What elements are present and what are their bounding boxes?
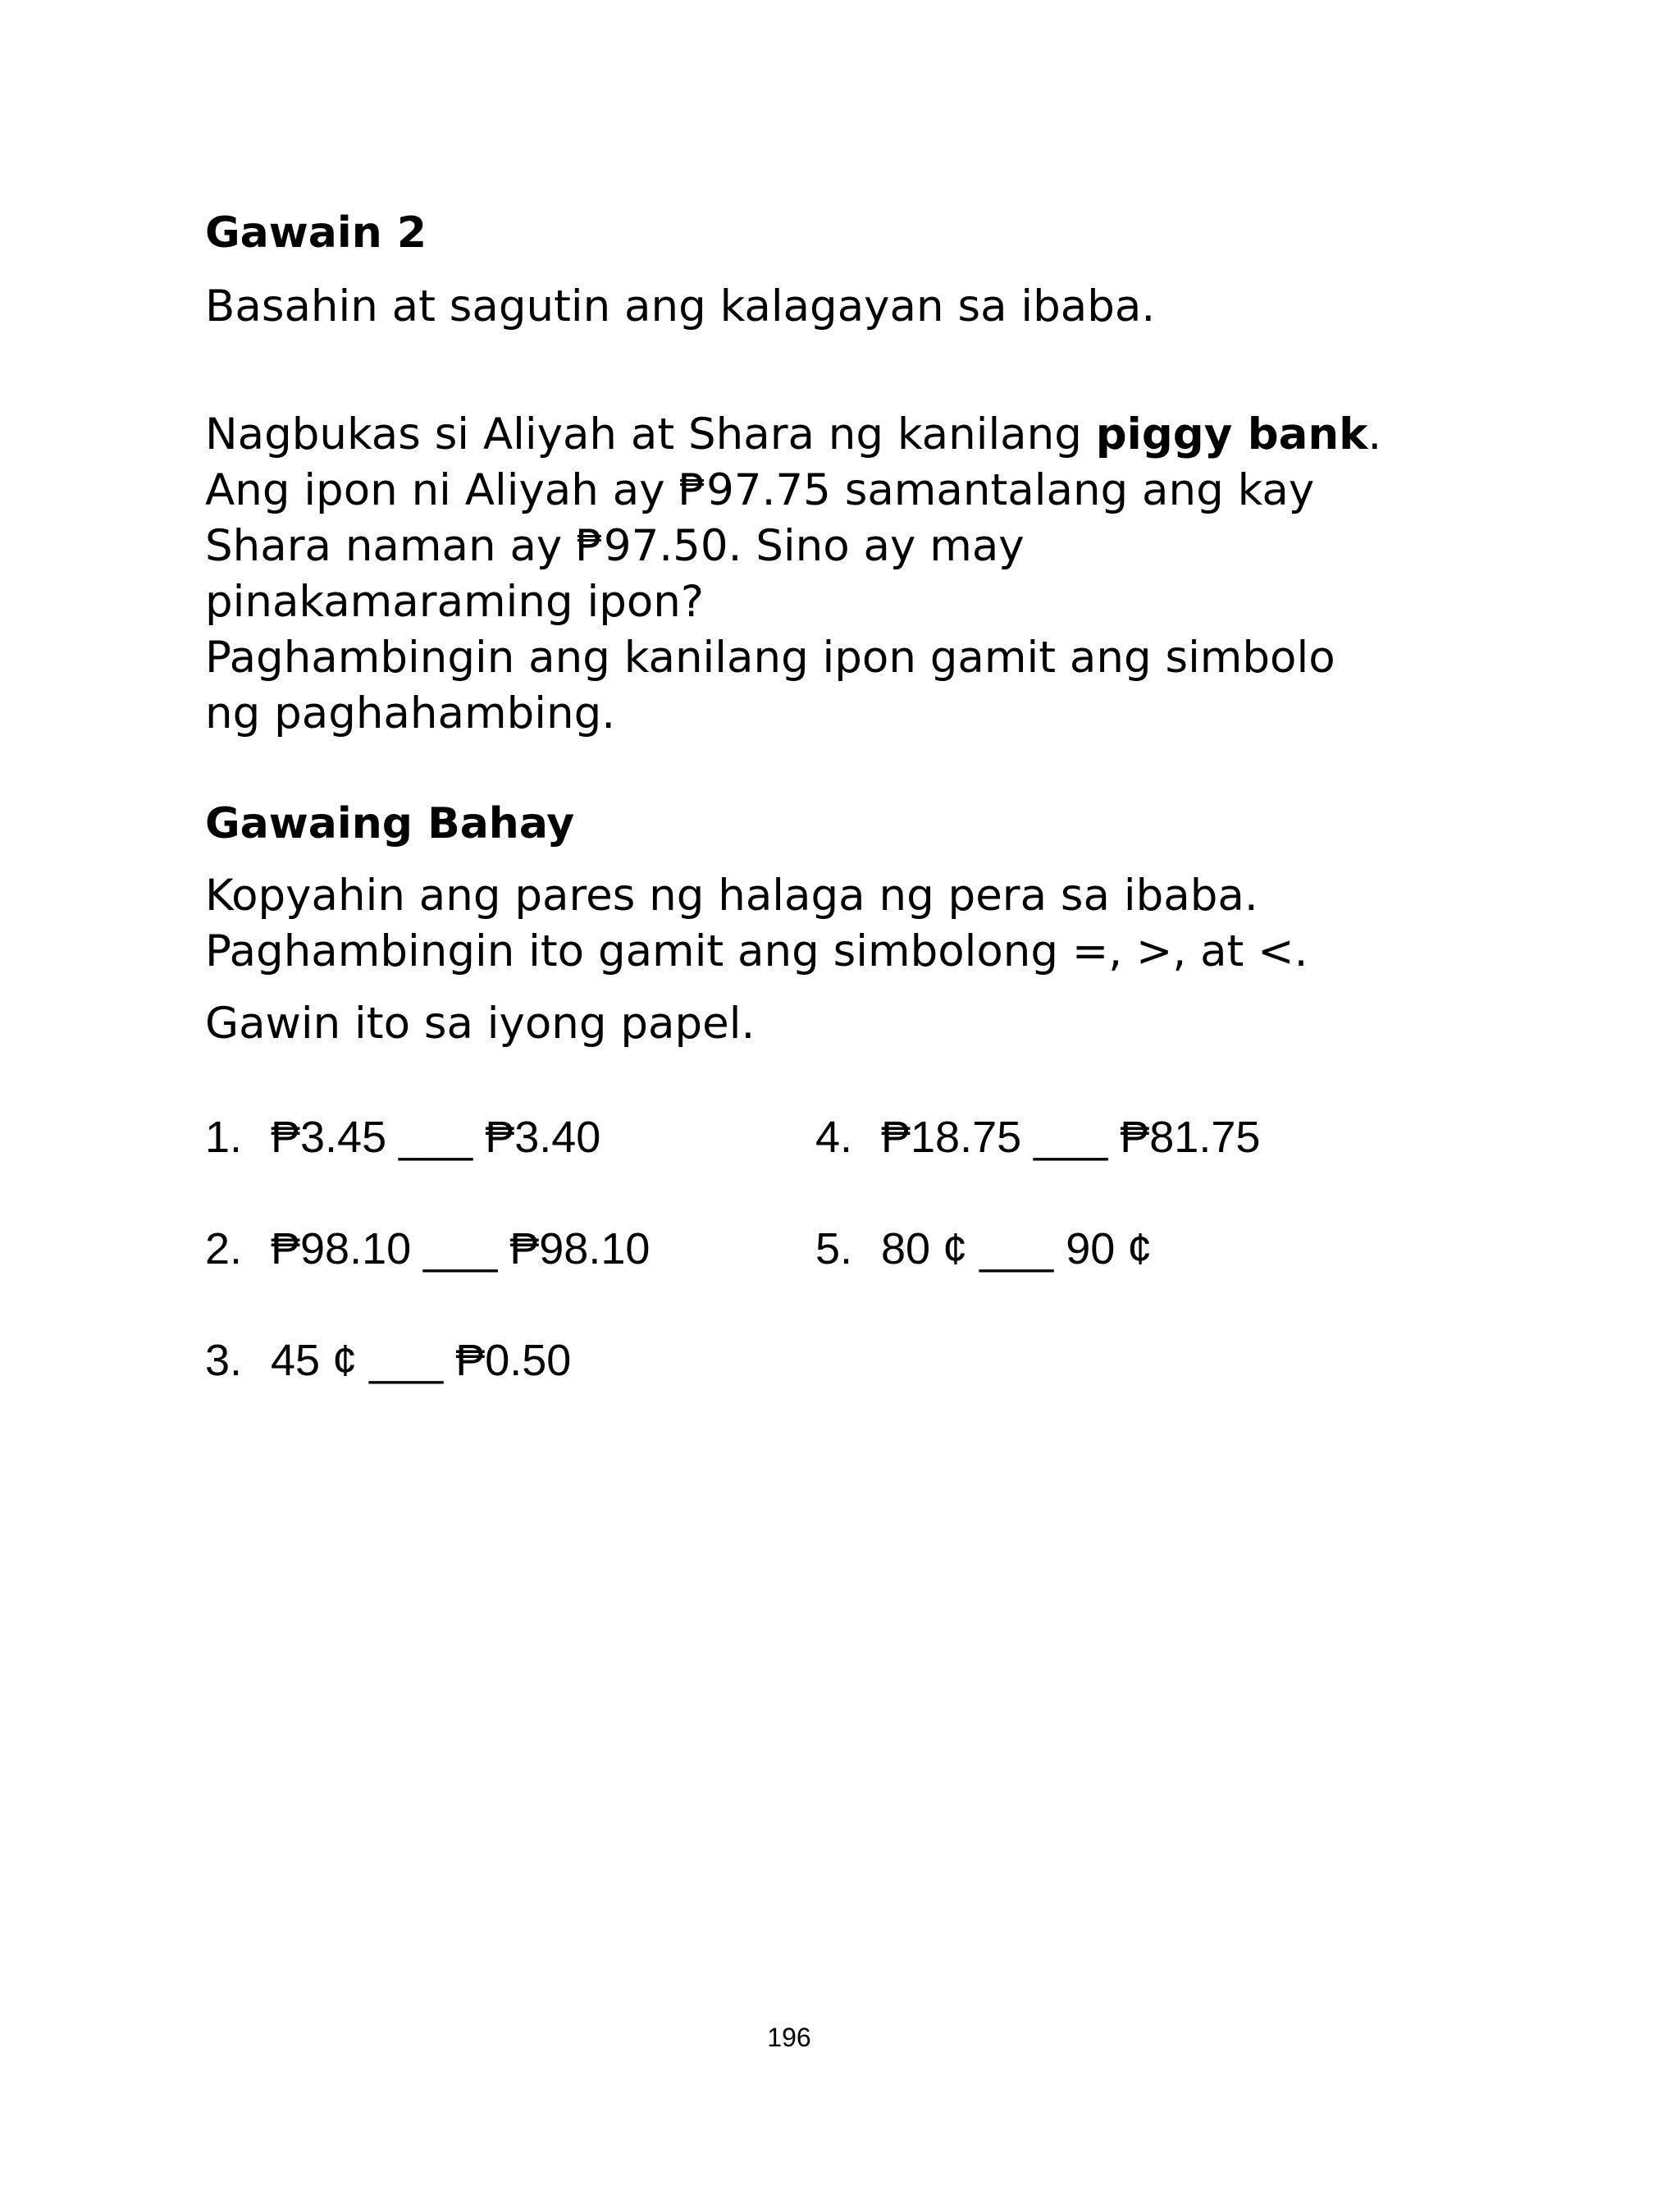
homework-instruction-1: Kopyahin ang pares ng halaga ng pera sa ibaba. bbox=[205, 871, 1258, 921]
homework-instruction-3-wrap bbox=[205, 996, 1485, 1052]
problem-line-1 bbox=[205, 407, 1485, 463]
exercise-number: 5. bbox=[815, 1224, 853, 1273]
problem-line-3: Shara naman ay ₱97.50. Sino ay may bbox=[205, 521, 1025, 571]
activity-2-problem bbox=[205, 407, 1485, 742]
exercise-item-4 bbox=[815, 1111, 1260, 1164]
homework-instruction-2: Paghambingin ito gamit ang simbolong =, >, at <. bbox=[205, 926, 1308, 976]
problem-line-1-end: . bbox=[1367, 409, 1382, 459]
exercise-expression: ₱98.10 ___ ₱98.10 bbox=[271, 1224, 651, 1273]
exercise-expression: ₱18.75 ___ ₱81.75 bbox=[881, 1113, 1261, 1162]
exercise-number: 1. bbox=[205, 1113, 243, 1162]
exercise-item-5 bbox=[815, 1223, 1152, 1275]
problem-line-4: pinakamaraming ipon? bbox=[205, 577, 704, 627]
exercise-item-1 bbox=[205, 1111, 600, 1164]
problem-line-1-text: Nagbukas si Aliyah at Shara ng kanilang bbox=[205, 409, 1096, 459]
activity-2-instruction-wrap bbox=[205, 279, 1485, 335]
activity-2-instruction: Basahin at sagutin ang kalagayan sa ibaba. bbox=[205, 281, 1156, 331]
piggy-bank-term: piggy bank bbox=[1095, 409, 1368, 459]
exercise-item-3 bbox=[205, 1334, 571, 1387]
exercise-expression: 80 ¢ ___ 90 ¢ bbox=[881, 1224, 1153, 1273]
homework-section bbox=[205, 798, 1485, 850]
homework-title: Gawaing Bahay bbox=[205, 799, 575, 848]
problem-line-5: Paghambingin ang kanilang ipon gamit ang simbolo bbox=[205, 633, 1335, 683]
exercise-number: 2. bbox=[205, 1224, 243, 1273]
homework-instruction-3: Gawin ito sa iyong papel. bbox=[205, 999, 756, 1049]
exercise-expression: 45 ¢ ___ ₱0.50 bbox=[271, 1336, 572, 1385]
exercise-expression: ₱3.45 ___ ₱3.40 bbox=[271, 1113, 601, 1162]
homework-instructions bbox=[205, 868, 1485, 980]
exercise-number: 4. bbox=[815, 1113, 853, 1162]
problem-line-6: ng paghahambing. bbox=[205, 688, 616, 738]
page-number: 196 bbox=[767, 2023, 811, 2052]
activity-2-title: Gawain 2 bbox=[205, 208, 427, 258]
exercise-item-2 bbox=[205, 1223, 650, 1275]
exercise-number: 3. bbox=[205, 1336, 243, 1385]
activity-2-section bbox=[205, 207, 1485, 259]
problem-line-2: Ang ipon ni Aliyah ay ₱97.75 samantalang ang kay bbox=[205, 465, 1315, 515]
